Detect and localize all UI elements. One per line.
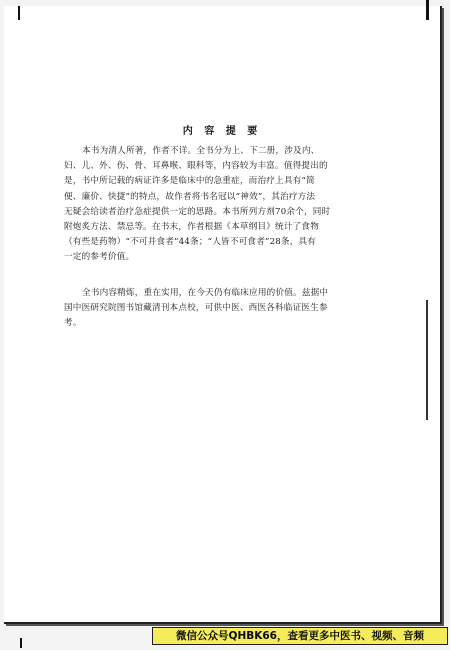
page-title: 内 容 提 要 — [182, 126, 262, 137]
paragraph-line: 国中医研究院图书馆藏清刊本点校，可供中医、西医各科临证医生参 — [64, 303, 328, 314]
paragraph-line: 便、廉价、快捷”的特点，故作者将书名冠以“神效”，其治疗方法 — [64, 191, 316, 202]
summary-paragraph-1 — [64, 144, 390, 266]
scan-edge-mark — [426, 300, 428, 420]
paragraph-line: 考。 — [64, 318, 82, 329]
summary-paragraph-2 — [64, 286, 390, 332]
document-page — [4, 6, 442, 624]
watermark-banner: 微信公众号QHBK66，查看更多中医书、视频、音频 — [152, 627, 448, 645]
paragraph-line: 一定的参考价值。 — [64, 252, 135, 263]
paragraph-line: 无疑会给读者治疗急症提供一定的思路。本书所列方剂70余个，同时 — [64, 206, 331, 217]
scan-edge-mark — [18, 6, 20, 20]
paragraph-line: 附炮炙方法、禁忌等。在书末，作者根据《本草纲目》统计了食物 — [64, 222, 320, 233]
paragraph-line: 是，书中所记载的病证许多是临床中的急重症，而治疗上具有“简 — [64, 176, 315, 187]
paragraph-line: 全书内容精炼，重在实用，在今天仍有临床应用的价值。兹据中 — [82, 288, 329, 298]
paragraph-line: （有些是药物）“不可并食者”44条；“人皆不可食者”28条，具有 — [64, 237, 317, 248]
scan-edge-mark — [426, 0, 429, 20]
scan-edge-mark — [20, 638, 22, 648]
paragraph-line: 本书为清人所著，作者不详。全书分为上、下二册，涉及内、 — [82, 146, 320, 156]
paragraph-line: 妇、儿、外、伤、骨、耳鼻喉、眼科等，内容较为丰富。值得提出的 — [64, 161, 328, 172]
